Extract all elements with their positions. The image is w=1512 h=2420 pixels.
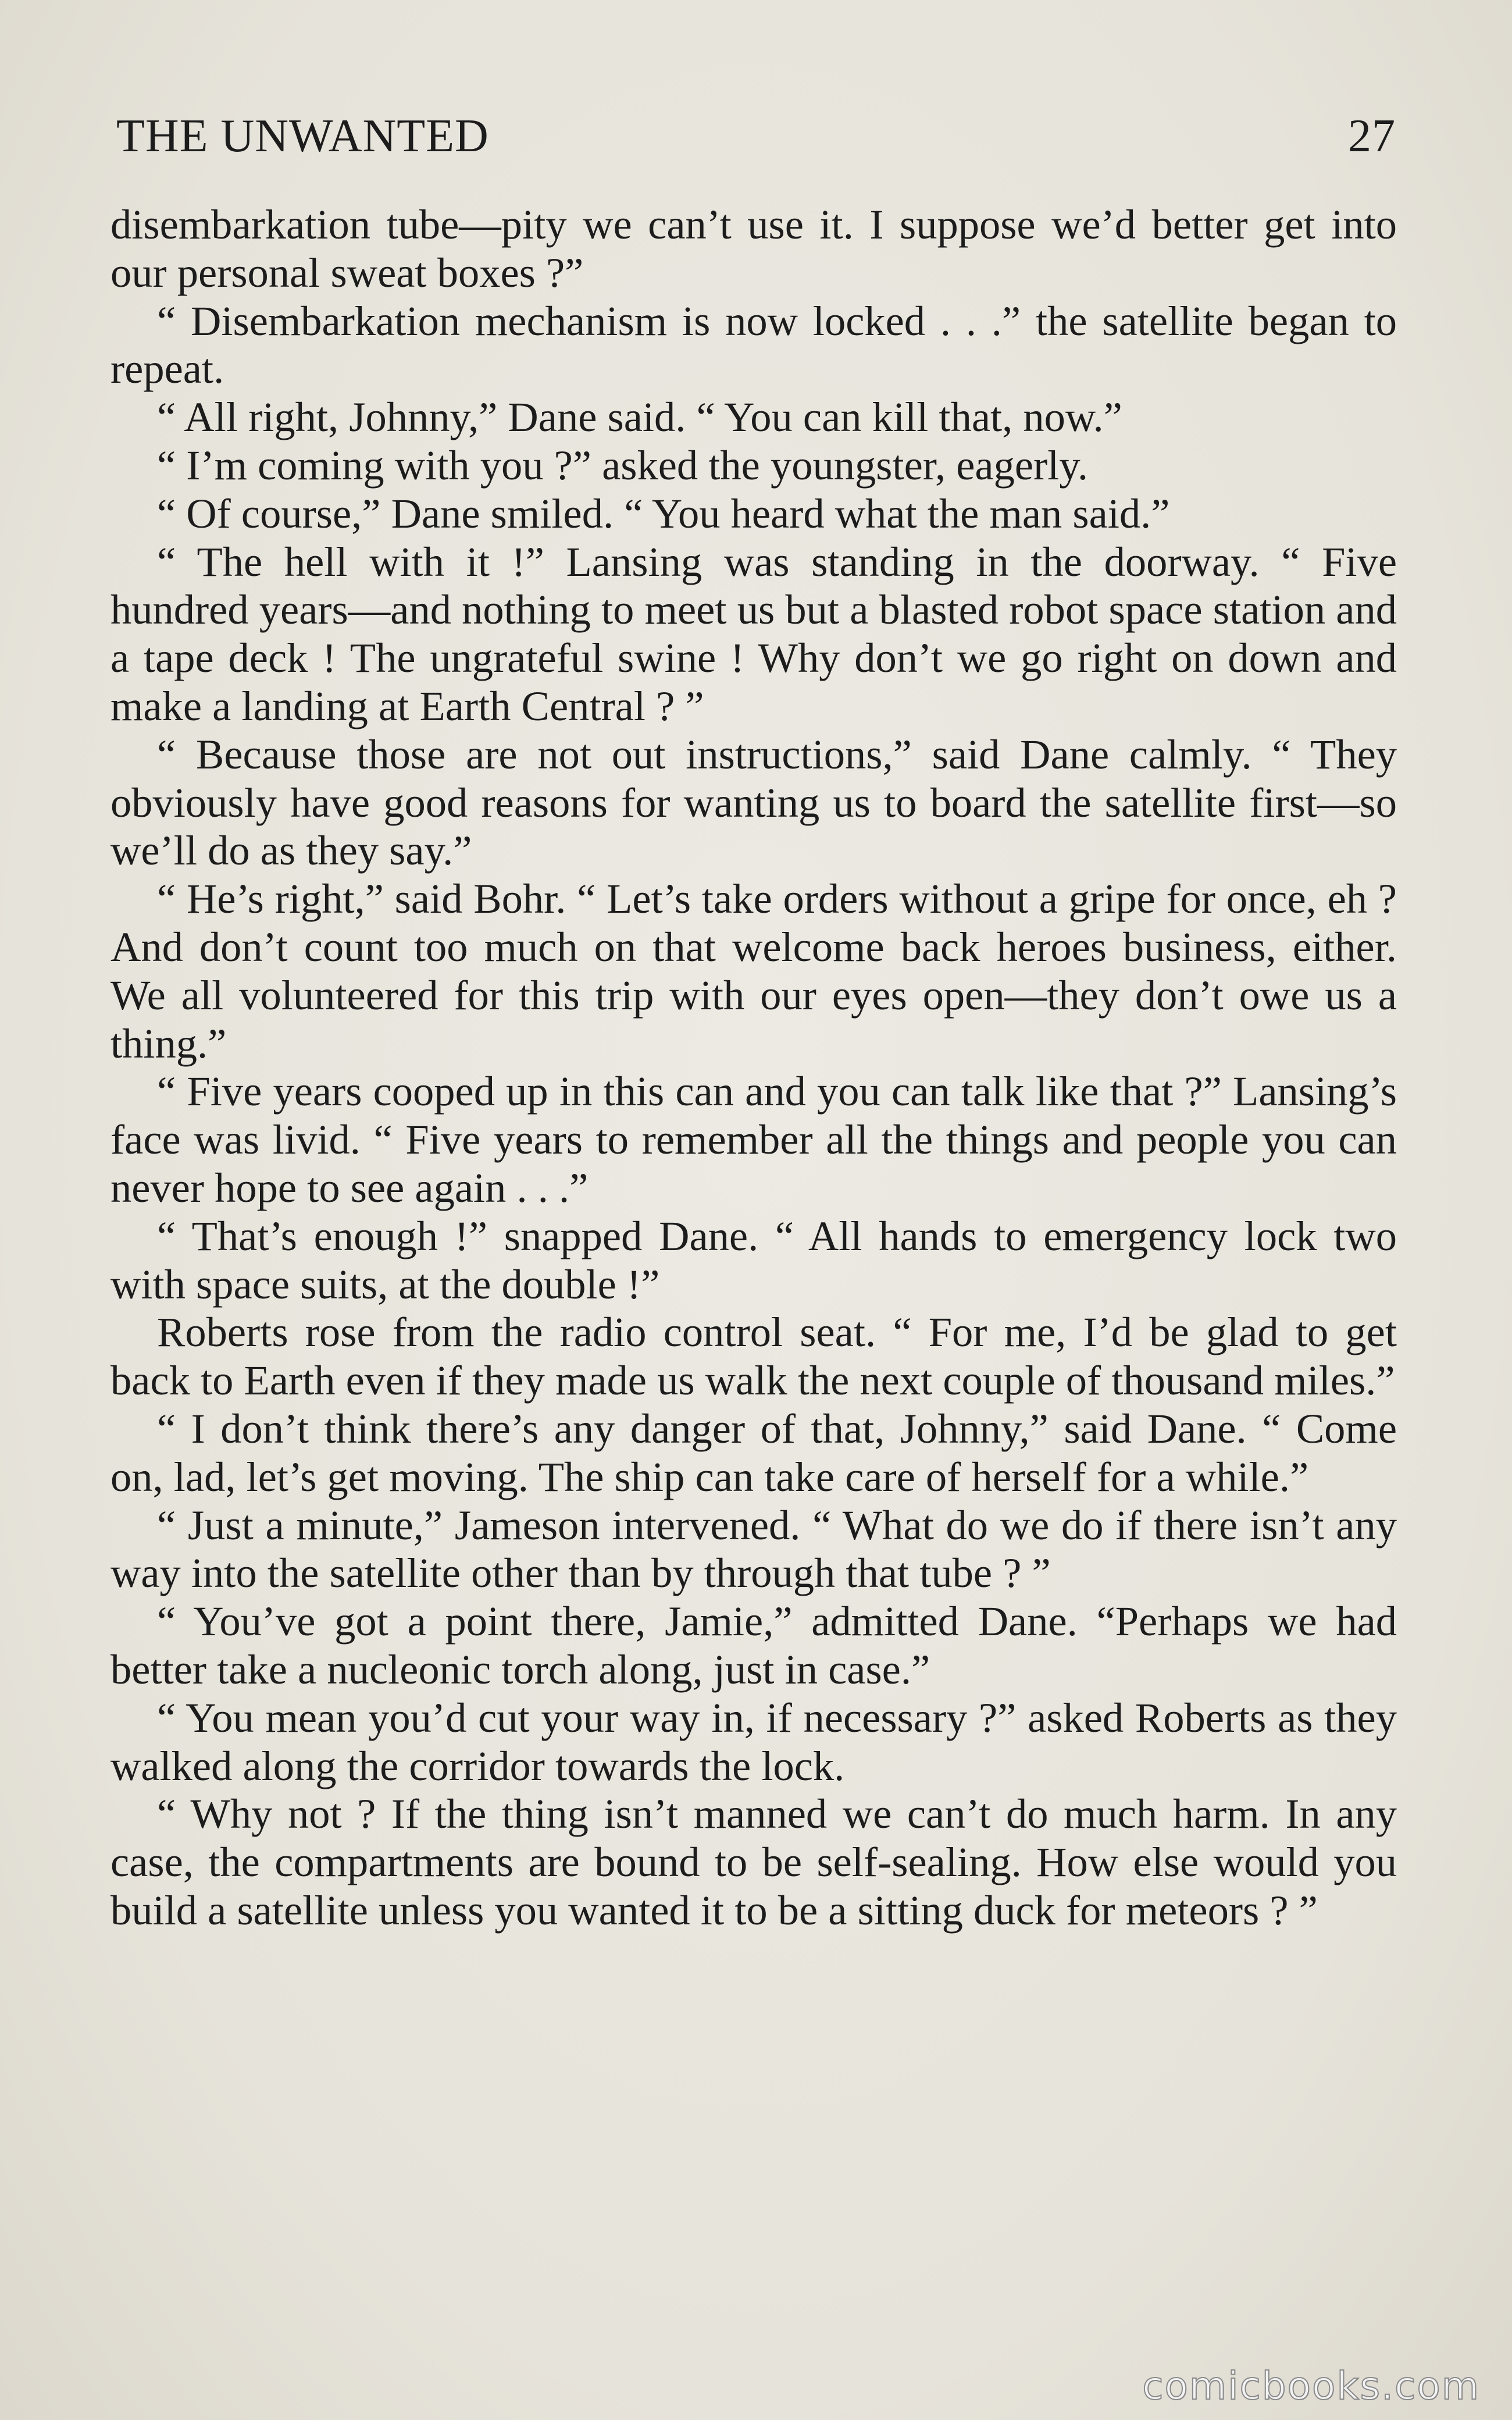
paragraph: “ All right, Johnny,” Dane said. “ You can kill that, now.” bbox=[157, 393, 1122, 441]
paragraph: “ Just a minute,” Jameson intervened. “ What do we do if there isn’t any way into the satellite other than by through that tube ? ” bbox=[110, 1501, 1397, 1597]
paragraph: disembarkation tube—pity we can’t use it. I suppose we’d better get into our personal sweat boxes ?” bbox=[110, 201, 1397, 296]
paragraph: “ You mean you’d cut your way in, if necessary ?” asked Roberts as they walked along the corridor towards the lock. bbox=[110, 1693, 1397, 1789]
paragraph: “ Disembarkation mechanism is now locked . . .” the satellite began to repeat. bbox=[110, 297, 1397, 393]
paragraph: “ The hell with it !” Lansing was standing in the doorway. “ Five hundred years—and nothing to meet us but a blasted robot space station and a tape deck ! The ungrateful swine ! Why don’t we go right on down and make a landing at Earth Central ? ” bbox=[110, 538, 1397, 729]
paragraph: “ He’s right,” said Bohr. “ Let’s take orders without a gripe for once, eh ? And don’t count too much on that welcome back heroes business, either. We all volunteered for this trip with our eyes open—they don’t owe us a thing.” bbox=[110, 875, 1397, 1067]
body-text bbox=[110, 201, 1397, 1935]
paragraph: Roberts rose from the radio control seat. “ For me, I’d be glad to get back to Earth even if they made us walk the next couple of thousand miles.” bbox=[110, 1308, 1397, 1404]
paragraph: “ Five years cooped up in this can and you can talk like that ?” Lansing’s face was livid. “ Five years to remember all the things and people you can never hope to see again . . .” bbox=[110, 1067, 1397, 1211]
paragraph: “ Why not ? If the thing isn’t manned we can’t do much harm. In any case, the compartments are bound to be self-sealing. How else would you build a satellite unless you wanted it to be a sitting duck for meteors ? ” bbox=[110, 1790, 1397, 1934]
watermark: comicbooks.com bbox=[1142, 2364, 1480, 2408]
page-header bbox=[116, 105, 1396, 163]
paragraph: “ I don’t think there’s any danger of that, Johnny,” said Dane. “ Come on, lad, let’s get moving. The ship can take care of herself for a while.” bbox=[110, 1404, 1397, 1500]
running-head: THE UNWANTED bbox=[116, 111, 489, 162]
paragraph: “ That’s enough !” snapped Dane. “ All hands to emergency lock two with space suits, at the double !” bbox=[110, 1212, 1397, 1308]
paragraph: “ You’ve got a point there, Jamie,” admitted Dane. “Perhaps we had better take a nucleonic torch along, just in case.” bbox=[110, 1597, 1397, 1693]
paragraph: “ I’m coming with you ?” asked the youngster, eagerly. bbox=[157, 441, 1088, 489]
paragraph: “ Because those are not out instructions,” said Dane calmly. “ They obviously have good reasons for wanting us to board the satellite first—so we’ll do as they say.” bbox=[110, 730, 1397, 874]
page-number: 27 bbox=[1348, 111, 1396, 162]
paragraph: “ Of course,” Dane smiled. “ You heard what the man said.” bbox=[157, 489, 1170, 537]
